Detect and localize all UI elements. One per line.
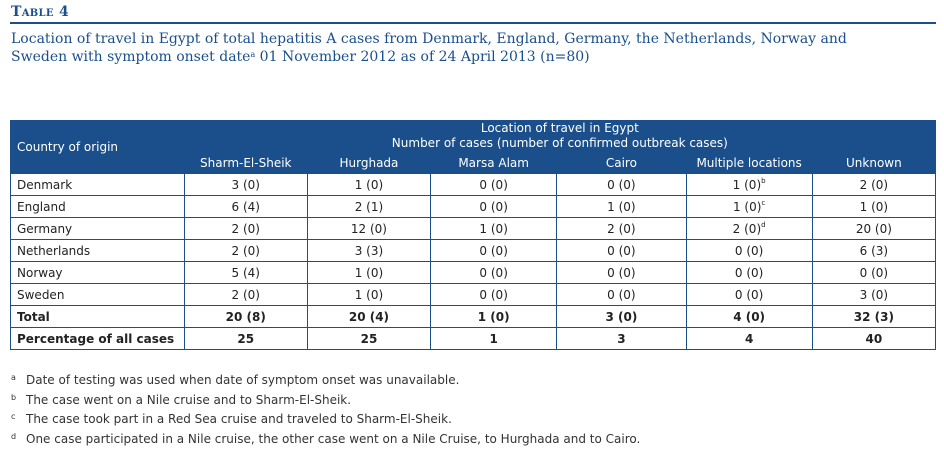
table-cell: 3	[557, 328, 686, 350]
footnote-mark: a	[11, 373, 16, 382]
table-cell: 12 (0)	[307, 218, 430, 240]
row-label: Sweden	[11, 284, 185, 306]
table-cell: 1 (0)	[307, 284, 430, 306]
table-cell: 6 (3)	[812, 240, 935, 262]
footnote	[10, 371, 936, 391]
table-cell: 40	[812, 328, 935, 350]
header-location-group	[184, 121, 935, 152]
table-cell: 0 (0)	[557, 284, 686, 306]
table-cell-multiple	[686, 196, 812, 218]
column-header: Cairo	[557, 152, 686, 174]
table-cell: 5 (4)	[184, 262, 307, 284]
caption-footnote-mark: a	[250, 50, 256, 59]
table-row	[11, 196, 936, 218]
table-cell: 3 (0)	[812, 284, 935, 306]
table-row	[11, 262, 936, 284]
footnote-mark: c	[11, 412, 16, 421]
table-cell: 3 (3)	[307, 240, 430, 262]
row-label: Total	[11, 306, 185, 328]
header-location-line-2: Number of cases (number of confirmed outbreak cases)	[391, 136, 728, 150]
cell-value: 1 (0)	[732, 199, 762, 214]
table-cell: 0 (0)	[431, 284, 557, 306]
row-label: England	[11, 196, 185, 218]
table-cell: 32 (3)	[812, 306, 935, 328]
table-cell-multiple	[686, 218, 812, 240]
footnote	[10, 410, 936, 430]
column-header: Sharm-El-Sheik	[184, 152, 307, 174]
table-cell: 25	[184, 328, 307, 350]
header-row-group	[11, 121, 936, 152]
table-cell: 20 (8)	[184, 306, 307, 328]
caption-line-1: Location of travel in Egypt of total hepatitis A cases from Denmark, England, Germany, the Netherlands, Norway and	[11, 31, 847, 47]
footnotes	[10, 371, 936, 449]
row-label: Germany	[11, 218, 185, 240]
footnote-mark: d	[11, 431, 17, 441]
footnote-marker: d	[761, 220, 766, 229]
table-cell: 1 (0)	[812, 196, 935, 218]
table-cell: 0 (0)	[557, 174, 686, 196]
table-cell-multiple	[686, 174, 812, 196]
table-cell: 20 (4)	[307, 306, 430, 328]
total-row	[11, 306, 936, 328]
column-header: Unknown	[812, 152, 935, 174]
table-cell: 6 (4)	[184, 196, 307, 218]
row-label: Netherlands	[11, 240, 185, 262]
table-row	[11, 174, 936, 196]
footnote	[10, 391, 936, 411]
table-cell: 0 (0)	[431, 240, 557, 262]
cell-value: 1 (0)	[732, 177, 762, 192]
row-label: Percentage of all cases	[11, 328, 185, 350]
row-label: Denmark	[11, 174, 185, 196]
column-header: Multiple locations	[686, 152, 812, 174]
table-cell: 1 (0)	[431, 218, 557, 240]
footnote-text: The case took part in a Red Sea cruise and traveled to Sharm-El-Sheik.	[26, 412, 452, 426]
header-country-of-origin: Country of origin	[11, 121, 185, 174]
footnote-marker: b	[761, 176, 766, 185]
footnote-mark: b	[11, 392, 17, 402]
table-cell: 2 (1)	[307, 196, 430, 218]
table-row	[11, 240, 936, 262]
table-cell: 0 (0)	[686, 262, 812, 284]
percentage-row	[11, 328, 936, 350]
cell-value: 2 (0)	[732, 221, 762, 236]
table-cell: 0 (0)	[686, 240, 812, 262]
header-location-line-1: Location of travel in Egypt	[480, 121, 639, 135]
caption-line-2b: 01 November 2012 as of 24 April 2013 (n=80)	[255, 49, 590, 65]
table-cell: 1 (0)	[431, 306, 557, 328]
table-cell: 0 (0)	[431, 196, 557, 218]
table-cell: 1 (0)	[307, 262, 430, 284]
table-cell: 1 (0)	[307, 174, 430, 196]
table-cell: 0 (0)	[431, 262, 557, 284]
table-cell: 0 (0)	[557, 262, 686, 284]
column-header: Marsa Alam	[431, 152, 557, 174]
table-cell: 1 (0)	[557, 196, 686, 218]
table-row	[11, 284, 936, 306]
table-cell: 2 (0)	[557, 218, 686, 240]
table-cell: 3 (0)	[557, 306, 686, 328]
title-rule	[10, 22, 936, 24]
table-cell: 0 (0)	[431, 174, 557, 196]
table-cell: 2 (0)	[184, 218, 307, 240]
table-cell: 25	[307, 328, 430, 350]
column-header: Hurghada	[307, 152, 430, 174]
footnote-text: The case went on a Nile cruise and to Sharm-El-Sheik.	[26, 392, 352, 407]
row-label: Norway	[11, 262, 185, 284]
table-cell: 0 (0)	[812, 262, 935, 284]
data-table	[10, 120, 936, 350]
footnote-text: One case participated in a Nile cruise, the other case went on a Nile Cruise, to Hurghada and to Cairo.	[26, 431, 641, 446]
table-cell: 2 (0)	[812, 174, 935, 196]
table-label: Table 4	[11, 4, 69, 20]
table-cell: 0 (0)	[686, 284, 812, 306]
table-cell: 20 (0)	[812, 218, 935, 240]
footnote	[10, 430, 936, 450]
footnote-marker: c	[761, 198, 766, 207]
table-cell: 1	[431, 328, 557, 350]
footnote-text: Date of testing was used when date of symptom onset was unavailable.	[26, 373, 460, 387]
table-cell: 2 (0)	[184, 240, 307, 262]
table-cell: 4	[686, 328, 812, 350]
table-cell: 2 (0)	[184, 284, 307, 306]
table-row	[11, 218, 936, 240]
table-cell: 4 (0)	[686, 306, 812, 328]
table-cell: 0 (0)	[557, 240, 686, 262]
caption-line-2a: Sweden with symptom onset date	[11, 49, 251, 65]
table-caption	[11, 30, 936, 66]
table-cell: 3 (0)	[184, 174, 307, 196]
